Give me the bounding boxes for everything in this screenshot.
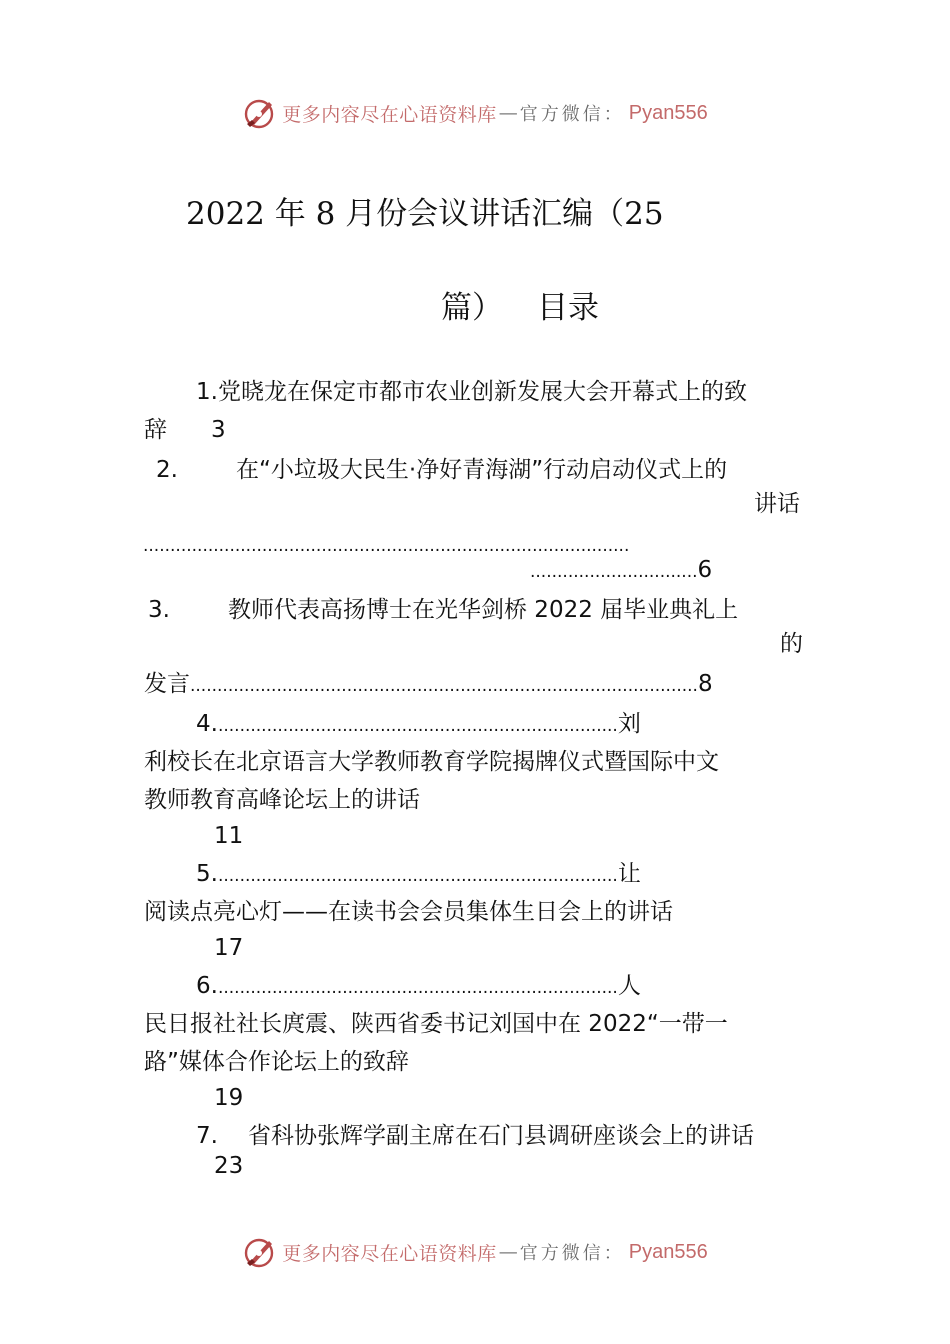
toc-item-3-line1[interactable]: 教师代表高扬博士在光华剑桥 2022 届毕业典礼上: [228, 597, 739, 623]
toc-item-6-num: 6.: [196, 973, 218, 999]
watermark-label: 官方微信：: [519, 104, 625, 125]
watermark-label: 官方微信：: [519, 1243, 625, 1264]
watermark-banner-top: [0, 93, 950, 133]
toc-item-4-line3[interactable]: 教师教育高峰论坛上的讲话: [144, 787, 420, 813]
pen-logo-icon: [242, 96, 276, 130]
toc-item-4-dots: ..........................................................................: [217, 716, 618, 736]
watermark-banner-bottom: [0, 1232, 950, 1272]
title-mulu: 目录: [537, 290, 599, 326]
toc-item-1-line2[interactable]: [144, 414, 226, 446]
toc-item-4-line2[interactable]: 利校长在北京语言大学教师教育学院揭牌仪式暨国际中文: [144, 749, 719, 775]
toc-item-3-num: 3.: [148, 597, 170, 623]
toc-item-7-line1[interactable]: 省科协张辉学副主席在石门县调研座谈会上的讲话: [248, 1123, 754, 1149]
watermark-wechat-id: Pyan556: [628, 1240, 708, 1263]
toc-item-5-dots: ..........................................................................: [217, 866, 618, 886]
page-title-line2: [441, 282, 599, 327]
toc-item-2-num: 2.: [156, 457, 178, 483]
toc-item-3-line2[interactable]: 的: [780, 631, 803, 657]
toc-item-3-dots: ..............................................................................................: [190, 676, 698, 696]
watermark-dash: —: [498, 1241, 518, 1263]
toc-item-2-line1[interactable]: 在“小垃圾大民生·净好青海湖”行动启动仪式上的: [236, 457, 728, 483]
toc-item-4-line1[interactable]: [196, 708, 641, 742]
toc-item-6-line2[interactable]: 民日报社社长庹震、陕西省委书记刘国中在 2022“一带一: [144, 1011, 728, 1037]
watermark-wechat-id: Pyan556: [628, 101, 708, 124]
watermark-text: 更多内容尽在心语资料库: [282, 1242, 497, 1265]
watermark-text: 更多内容尽在心语资料库: [282, 103, 497, 126]
toc-item-6-line1[interactable]: [196, 970, 641, 1004]
toc-item-2-page: 6: [697, 557, 713, 583]
toc-item-5-line1[interactable]: [196, 858, 641, 892]
toc-item-2-dots-a: ..........................................................................................: [143, 536, 630, 556]
page-title-line1: 2022 年 8 月份会议讲话汇编（25: [186, 196, 664, 232]
toc-item-5-num: 5.: [196, 861, 218, 887]
toc-item-6-dots: ..........................................................................: [217, 978, 618, 998]
toc-item-7-num: 7.: [196, 1123, 218, 1149]
toc-item-7-page: 23: [214, 1153, 244, 1179]
toc-item-1-line1[interactable]: 1.党晓龙在保定市都市农业创新发展大会开幕式上的致: [196, 379, 747, 405]
toc-item-4-text-a: 刘: [617, 711, 641, 737]
toc-item-2-line4[interactable]: [530, 554, 712, 588]
toc-item-4-num: 4.: [196, 711, 218, 737]
toc-item-2-line2[interactable]: 讲话: [754, 491, 800, 517]
toc-item-6-text-a: 人: [617, 973, 641, 999]
toc-item-2-dots-b: ...............................: [530, 562, 698, 582]
toc-item-6-page: 19: [214, 1085, 244, 1111]
toc-item-1-page: 3: [211, 417, 226, 443]
toc-item-3-text-c: 发言: [144, 671, 190, 697]
toc-item-4-page: 11: [214, 823, 244, 849]
toc-item-5-page: 17: [214, 935, 244, 961]
toc-item-5-text-a: 让: [617, 861, 641, 887]
toc-item-3-page: 8: [697, 671, 713, 697]
toc-item-3-line3[interactable]: [144, 668, 713, 702]
toc-item-6-line3[interactable]: 路”媒体合作论坛上的致辞: [144, 1049, 409, 1075]
pen-logo-icon: [242, 1235, 276, 1269]
toc-item-5-line2[interactable]: 阅读点亮心灯——在读书会会员集体生日会上的讲话: [144, 899, 673, 925]
title-pian: 篇）: [441, 290, 503, 326]
watermark-dash: —: [498, 102, 518, 124]
toc-item-1-text-b: 辞: [144, 417, 167, 443]
